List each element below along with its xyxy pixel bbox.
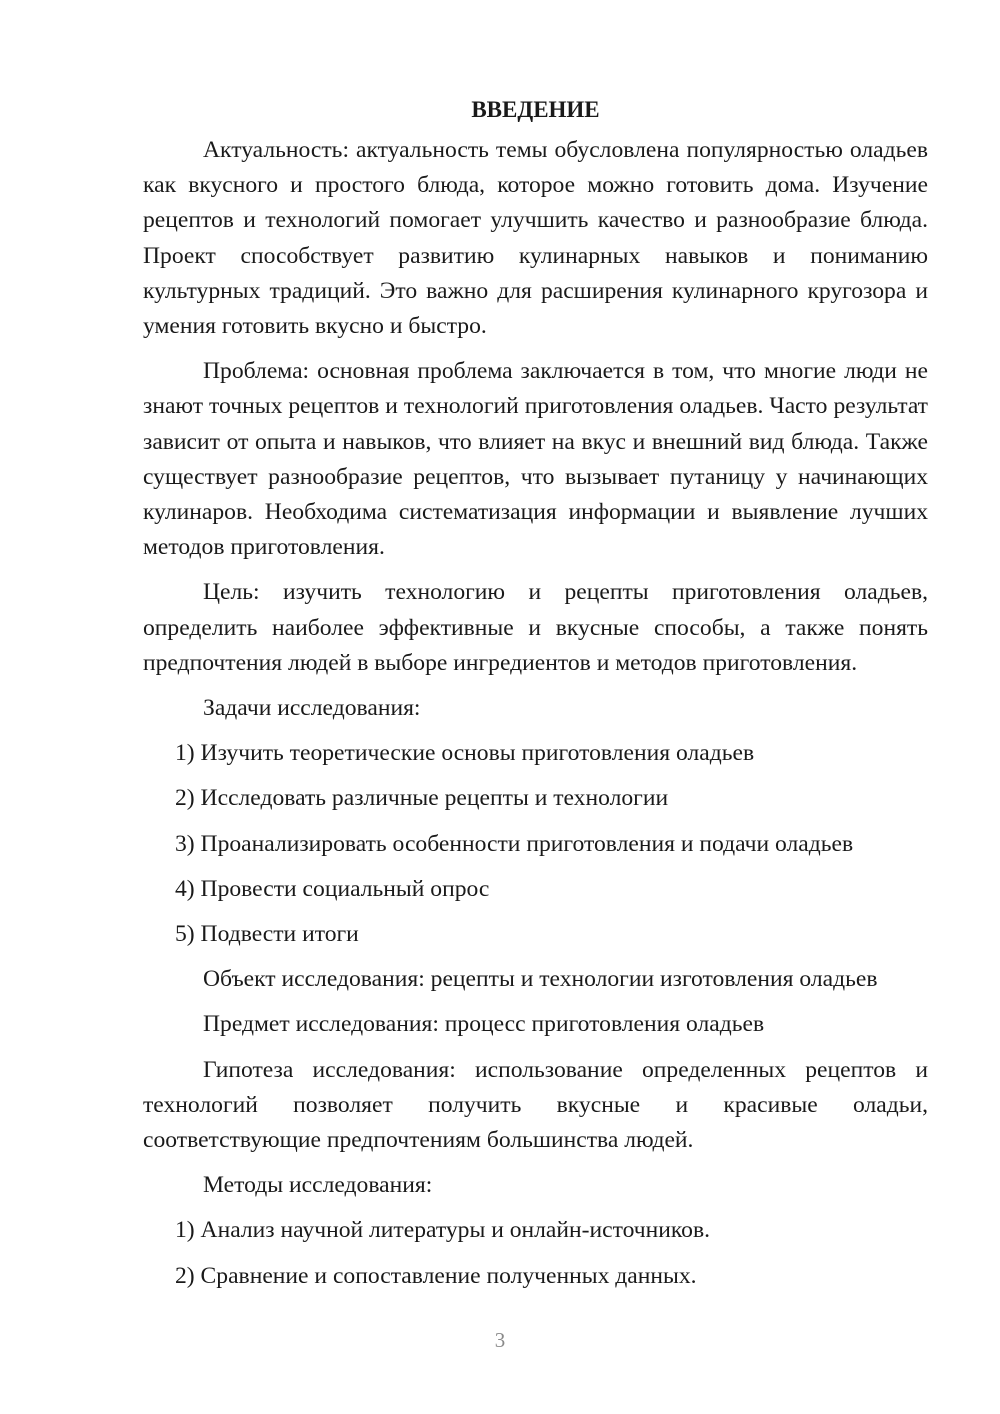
task-item: 4) Провести социальный опрос xyxy=(175,875,490,902)
task-item: 1) Изучить теоретические основы приготовления оладьев xyxy=(175,740,755,767)
section-heading: ВВЕДЕНИЕ xyxy=(471,97,600,122)
method-item: 1) Анализ научной литературы и онлайн-источников. xyxy=(175,1217,711,1244)
methods-title: Методы исследования: xyxy=(203,1172,433,1199)
relevance-paragraph: Актуальность: актуальность темы обусловлена популярностью оладьев как вкусного и простого блюда, которое можно готовить дома. Изучение рецептов и технологий помогает улучшить качество и разнообразие блюда. Проект способствует развитию кулинарных навыков и пониманию культурных традиций. Это важно для расширения кулинарного кругозора и умения готовить вкусно и быстро. xyxy=(143,137,928,340)
method-item: 2) Сравнение и сопоставление полученных данных. xyxy=(175,1262,697,1289)
task-item: 5) Подвести итоги xyxy=(175,921,359,948)
subject-paragraph: Предмет исследования: процесс приготовления оладьев xyxy=(203,1011,765,1038)
task-item: 3) Проанализировать особенности приготовления и подачи оладьев xyxy=(175,830,854,857)
task-item: 2) Исследовать различные рецепты и технологии xyxy=(175,785,669,812)
problem-paragraph: Проблема: основная проблема заключается в том, что многие люди не знают точных рецептов и технологий приготовления оладьев. Часто результат зависит от опыта и навыков, что влияет на вкус и внешний вид блюда. Также существует разнообразие рецептов, что вызывает путаницу у начинающих кулинаров. Необходима систематизация информации и выявление лучших методов приготовления. xyxy=(143,358,928,561)
hypothesis-paragraph: Гипотеза исследования: использование определенных рецептов и технологий позволяет получить вкусные и красивые оладьи, соответствующие предпочтениям большинства людей. xyxy=(143,1056,928,1154)
tasks-list xyxy=(143,736,928,952)
page-content xyxy=(143,92,928,1304)
methods-list xyxy=(143,1213,928,1293)
object-paragraph: Объект исследования: рецепты и технологии изготовления оладьев xyxy=(203,966,878,993)
page-number: 3 xyxy=(494,1328,506,1352)
tasks-title: Задачи исследования: xyxy=(203,695,421,722)
goal-paragraph: Цель: изучить технологию и рецепты приготовления оладьев, определить наиболее эффективные и вкусные способы, а также понять предпочтения людей в выборе ингредиентов и методов приготовления. xyxy=(143,579,928,676)
